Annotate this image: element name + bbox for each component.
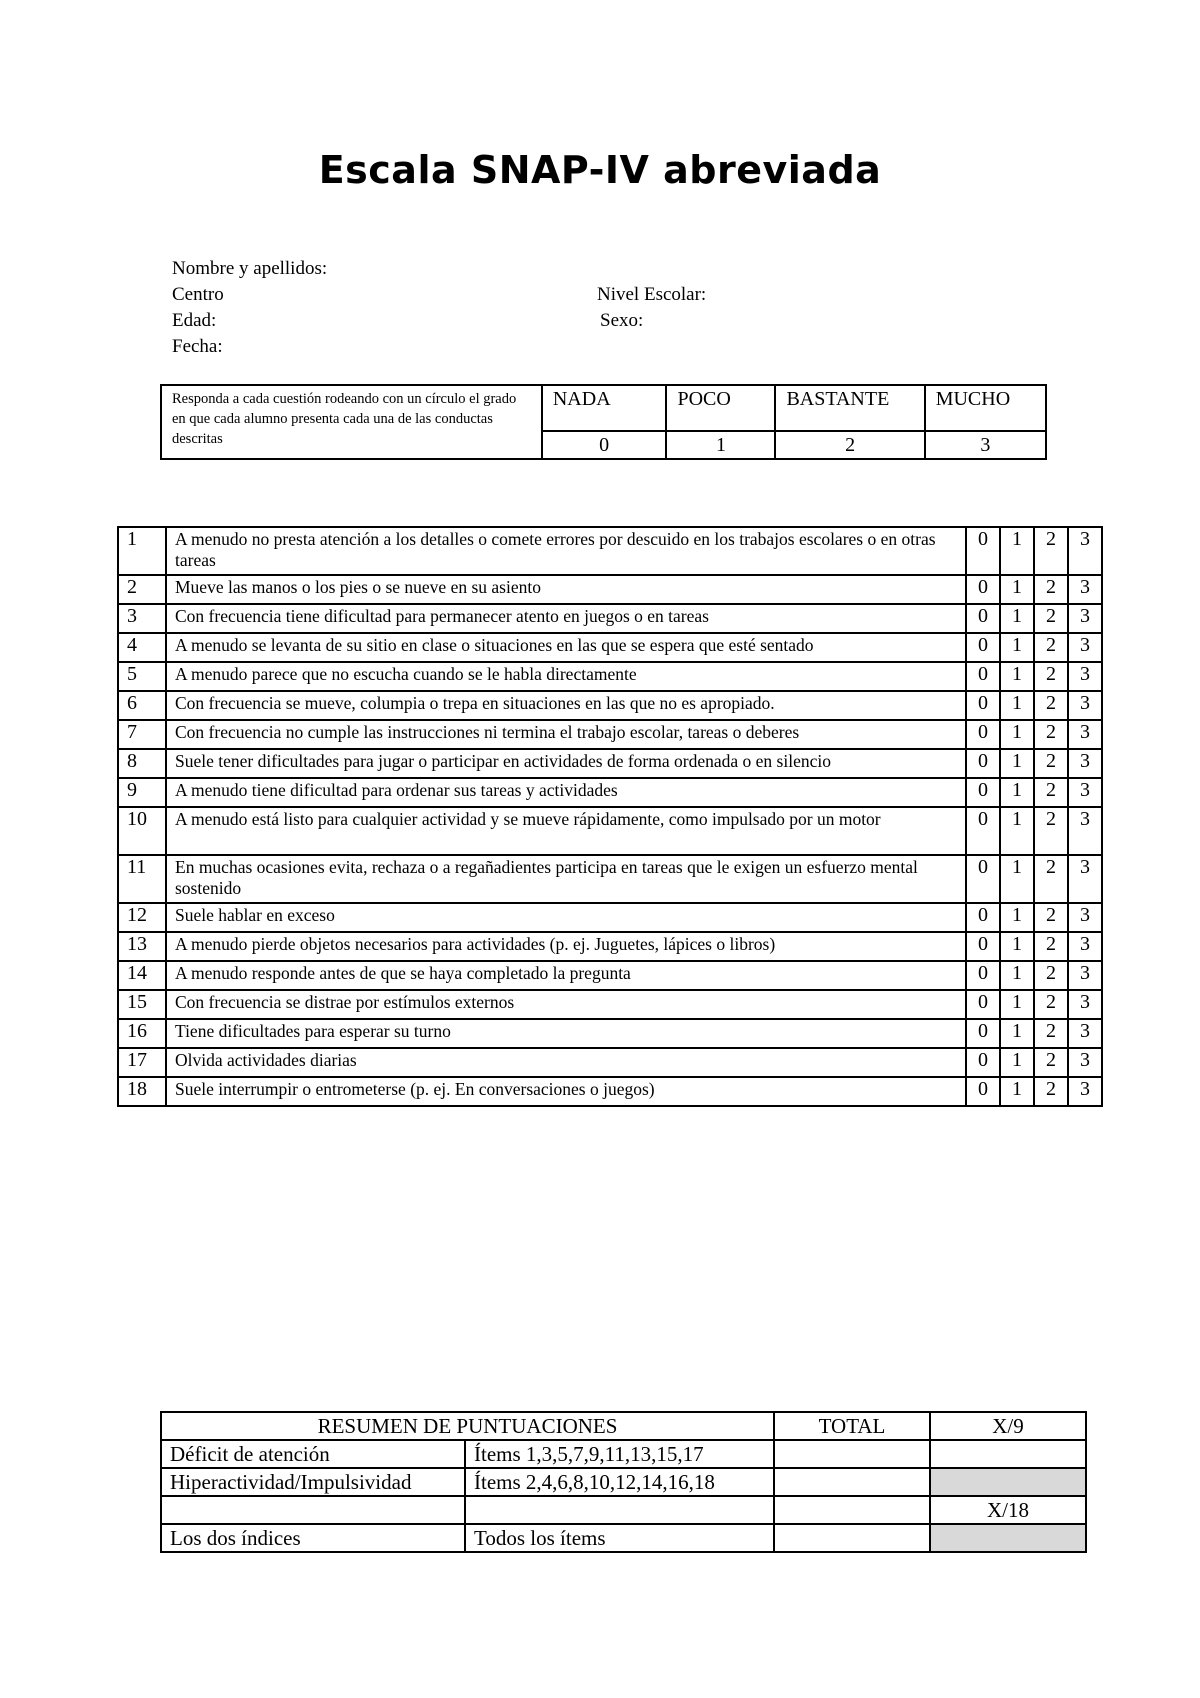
scale-value-1: 1 (666, 431, 775, 459)
item-number: 4 (118, 633, 166, 662)
item-number: 18 (118, 1077, 166, 1106)
summary-row-label: Déficit de atención (161, 1440, 465, 1468)
score-option-2[interactable]: 2 (1034, 778, 1068, 807)
item-row (118, 961, 1102, 990)
score-option-1[interactable]: 1 (1000, 575, 1034, 604)
item-row (118, 691, 1102, 720)
score-option-0[interactable]: 0 (966, 807, 1000, 855)
score-option-3[interactable]: 3 (1068, 691, 1102, 720)
summary-table (160, 1411, 1087, 1553)
score-option-3[interactable]: 3 (1068, 720, 1102, 749)
item-text: A menudo se levanta de su sitio en clase o situaciones en las que se espera que esté sentado (166, 633, 966, 662)
score-option-2[interactable]: 2 (1034, 575, 1068, 604)
page-title: Escala SNAP-IV abreviada (318, 148, 882, 192)
item-row (118, 990, 1102, 1019)
score-option-1[interactable]: 1 (1000, 720, 1034, 749)
instructions-text: Responda a cada cuestión rodeando con un círculo el grado en que cada alumno presenta cada una de las conductas descritas (161, 385, 542, 459)
score-option-2[interactable]: 2 (1034, 932, 1068, 961)
item-number: 14 (118, 961, 166, 990)
score-option-1[interactable]: 1 (1000, 527, 1034, 575)
item-number: 11 (118, 855, 166, 903)
score-option-1[interactable]: 1 (1000, 990, 1034, 1019)
items-table (117, 526, 1103, 1107)
summary-total-cell[interactable] (774, 1468, 930, 1496)
scale-label-bastante: BASTANTE (775, 385, 924, 431)
summary-total-cell[interactable] (774, 1440, 930, 1468)
item-number: 8 (118, 749, 166, 778)
summary-total-header: TOTAL (774, 1412, 930, 1440)
score-option-1[interactable]: 1 (1000, 961, 1034, 990)
age-field-label: Edad: (172, 310, 217, 331)
score-option-0[interactable]: 0 (966, 749, 1000, 778)
summary-x18-header: X/18 (930, 1496, 1086, 1524)
score-option-3[interactable]: 3 (1068, 903, 1102, 932)
score-option-0[interactable]: 0 (966, 778, 1000, 807)
score-option-0[interactable]: 0 (966, 633, 1000, 662)
info-left (172, 256, 327, 360)
score-option-0[interactable]: 0 (966, 720, 1000, 749)
item-row (118, 604, 1102, 633)
score-option-0[interactable]: 0 (966, 662, 1000, 691)
item-text: Suele interrumpir o entrometerse (p. ej. En conversaciones o juegos) (166, 1077, 966, 1106)
score-option-0[interactable]: 0 (966, 604, 1000, 633)
item-number: 5 (118, 662, 166, 691)
summary-empty-cell (161, 1496, 465, 1524)
summary-header: RESUMEN DE PUNTUACIONES (161, 1412, 774, 1440)
school-level-label: Nivel Escolar: (597, 284, 707, 305)
score-option-0[interactable]: 0 (966, 932, 1000, 961)
item-text: A menudo tiene dificultad para ordenar sus tareas y actividades (166, 778, 966, 807)
item-number: 1 (118, 527, 166, 575)
score-option-2[interactable]: 2 (1034, 720, 1068, 749)
score-option-3[interactable]: 3 (1068, 604, 1102, 633)
item-text: A menudo está listo para cualquier actividad y se mueve rápidamente, como impulsado por un motor (166, 807, 966, 855)
score-option-2[interactable]: 2 (1034, 1077, 1068, 1106)
score-option-1[interactable]: 1 (1000, 807, 1034, 855)
item-number: 6 (118, 691, 166, 720)
score-option-0[interactable]: 0 (966, 1019, 1000, 1048)
score-option-1[interactable]: 1 (1000, 662, 1034, 691)
item-row (118, 633, 1102, 662)
score-option-2[interactable]: 2 (1034, 662, 1068, 691)
scale-value-2: 2 (775, 431, 924, 459)
score-option-3[interactable]: 3 (1068, 990, 1102, 1019)
item-number: 12 (118, 903, 166, 932)
item-row (118, 903, 1102, 932)
score-option-0[interactable]: 0 (966, 990, 1000, 1019)
item-text: Suele tener dificultades para jugar o participar en actividades de forma ordenada o en silencio (166, 749, 966, 778)
score-option-1[interactable]: 1 (1000, 691, 1034, 720)
score-option-3[interactable]: 3 (1068, 855, 1102, 903)
summary-x9-header: X/9 (930, 1412, 1086, 1440)
item-row (118, 1048, 1102, 1077)
score-option-3[interactable]: 3 (1068, 778, 1102, 807)
name-field-label: Nombre y apellidos: (172, 258, 328, 279)
item-number: 3 (118, 604, 166, 633)
score-option-0[interactable]: 0 (966, 691, 1000, 720)
score-option-0[interactable]: 0 (966, 961, 1000, 990)
score-option-2[interactable]: 2 (1034, 1048, 1068, 1077)
summary-shaded-cell (930, 1524, 1086, 1552)
item-number: 9 (118, 778, 166, 807)
score-option-1[interactable]: 1 (1000, 633, 1034, 662)
item-text: Con frecuencia no cumple las instrucciones ni termina el trabajo escolar, tareas o deberes (166, 720, 966, 749)
summary-row-label: Los dos índices (161, 1524, 465, 1552)
item-row (118, 1077, 1102, 1106)
scale-label-mucho: MUCHO (925, 385, 1046, 431)
summary-score-cell[interactable] (930, 1440, 1086, 1468)
item-text: A menudo parece que no escucha cuando se le habla directamente (166, 662, 966, 691)
item-row (118, 855, 1102, 903)
date-field-label: Fecha: (172, 336, 223, 357)
item-text: Tiene dificultades para esperar su turno (166, 1019, 966, 1048)
item-row (118, 932, 1102, 961)
score-option-1[interactable]: 1 (1000, 749, 1034, 778)
item-text: Con frecuencia se mueve, columpia o trepa en situaciones en las que no es apropiado. (166, 691, 966, 720)
score-option-3[interactable]: 3 (1068, 1077, 1102, 1106)
scale-value-3: 3 (925, 431, 1046, 459)
score-option-2[interactable]: 2 (1034, 903, 1068, 932)
score-option-0[interactable]: 0 (966, 575, 1000, 604)
item-text: A menudo no presta atención a los detalles o comete errores por descuido en los trabajos escolares o en otras tareas (166, 527, 966, 575)
score-option-3[interactable]: 3 (1068, 807, 1102, 855)
score-option-0[interactable]: 0 (966, 1077, 1000, 1106)
item-row (118, 749, 1102, 778)
score-option-1[interactable]: 1 (1000, 1019, 1034, 1048)
item-text: En muchas ocasiones evita, rechaza o a regañadientes participa en tareas que le exigen un esfuerzo mental sostenido (166, 855, 966, 903)
item-row (118, 575, 1102, 604)
info-right (597, 282, 706, 334)
score-option-3[interactable]: 3 (1068, 932, 1102, 961)
item-text: Olvida actividades diarias (166, 1048, 966, 1077)
score-option-1[interactable]: 1 (1000, 855, 1034, 903)
score-option-1[interactable]: 1 (1000, 903, 1034, 932)
item-row (118, 1019, 1102, 1048)
item-row (118, 527, 1102, 575)
item-number: 16 (118, 1019, 166, 1048)
score-option-3[interactable]: 3 (1068, 527, 1102, 575)
item-number: 2 (118, 575, 166, 604)
scale-label-poco: POCO (666, 385, 775, 431)
score-option-0[interactable]: 0 (966, 527, 1000, 575)
score-option-0[interactable]: 0 (966, 855, 1000, 903)
item-text: Suele hablar en exceso (166, 903, 966, 932)
item-row (118, 662, 1102, 691)
sex-field-label: Sexo: (600, 310, 644, 331)
score-option-3[interactable]: 3 (1068, 633, 1102, 662)
score-option-1[interactable]: 1 (1000, 604, 1034, 633)
score-option-3[interactable]: 3 (1068, 575, 1102, 604)
summary-row-items: Ítems 2,4,6,8,10,12,14,16,18 (465, 1468, 774, 1496)
score-option-3[interactable]: 3 (1068, 1019, 1102, 1048)
item-row (118, 778, 1102, 807)
score-option-2[interactable]: 2 (1034, 633, 1068, 662)
item-row (118, 720, 1102, 749)
score-option-1[interactable]: 1 (1000, 932, 1034, 961)
score-option-1[interactable]: 1 (1000, 1077, 1034, 1106)
score-option-2[interactable]: 2 (1034, 691, 1068, 720)
item-number: 17 (118, 1048, 166, 1077)
score-option-3[interactable]: 3 (1068, 1048, 1102, 1077)
score-option-3[interactable]: 3 (1068, 961, 1102, 990)
score-option-3[interactable]: 3 (1068, 749, 1102, 778)
score-option-2[interactable]: 2 (1034, 749, 1068, 778)
score-option-2[interactable]: 2 (1034, 990, 1068, 1019)
item-text: Con frecuencia tiene dificultad para permanecer atento en juegos o en tareas (166, 604, 966, 633)
item-number: 7 (118, 720, 166, 749)
item-text: A menudo pierde objetos necesarios para actividades (p. ej. Juguetes, lápices o libros) (166, 932, 966, 961)
item-text: Con frecuencia se distrae por estímulos externos (166, 990, 966, 1019)
item-number: 15 (118, 990, 166, 1019)
score-option-2[interactable]: 2 (1034, 961, 1068, 990)
score-option-2[interactable]: 2 (1034, 604, 1068, 633)
score-option-2[interactable]: 2 (1034, 527, 1068, 575)
summary-empty-cell (774, 1496, 930, 1524)
item-number: 13 (118, 932, 166, 961)
summary-shaded-cell (930, 1468, 1086, 1496)
center-field-label: Centro (172, 284, 224, 305)
item-text: A menudo responde antes de que se haya completado la pregunta (166, 961, 966, 990)
score-option-1[interactable]: 1 (1000, 1048, 1034, 1077)
scale-label-nada: NADA (542, 385, 667, 431)
item-text: Mueve las manos o los pies o se nueve en su asiento (166, 575, 966, 604)
summary-empty-cell (465, 1496, 774, 1524)
summary-row-label: Hiperactividad/Impulsividad (161, 1468, 465, 1496)
score-option-0[interactable]: 0 (966, 1048, 1000, 1077)
score-option-2[interactable]: 2 (1034, 1019, 1068, 1048)
summary-row-items: Ítems 1,3,5,7,9,11,13,15,17 (465, 1440, 774, 1468)
item-number: 10 (118, 807, 166, 855)
score-option-2[interactable]: 2 (1034, 807, 1068, 855)
item-row (118, 807, 1102, 855)
score-option-1[interactable]: 1 (1000, 778, 1034, 807)
summary-total-cell[interactable] (774, 1524, 930, 1552)
score-option-3[interactable]: 3 (1068, 662, 1102, 691)
scale-legend-table (160, 384, 1047, 460)
score-option-0[interactable]: 0 (966, 903, 1000, 932)
summary-row-items: Todos los ítems (465, 1524, 774, 1552)
score-option-2[interactable]: 2 (1034, 855, 1068, 903)
scale-value-0: 0 (542, 431, 667, 459)
